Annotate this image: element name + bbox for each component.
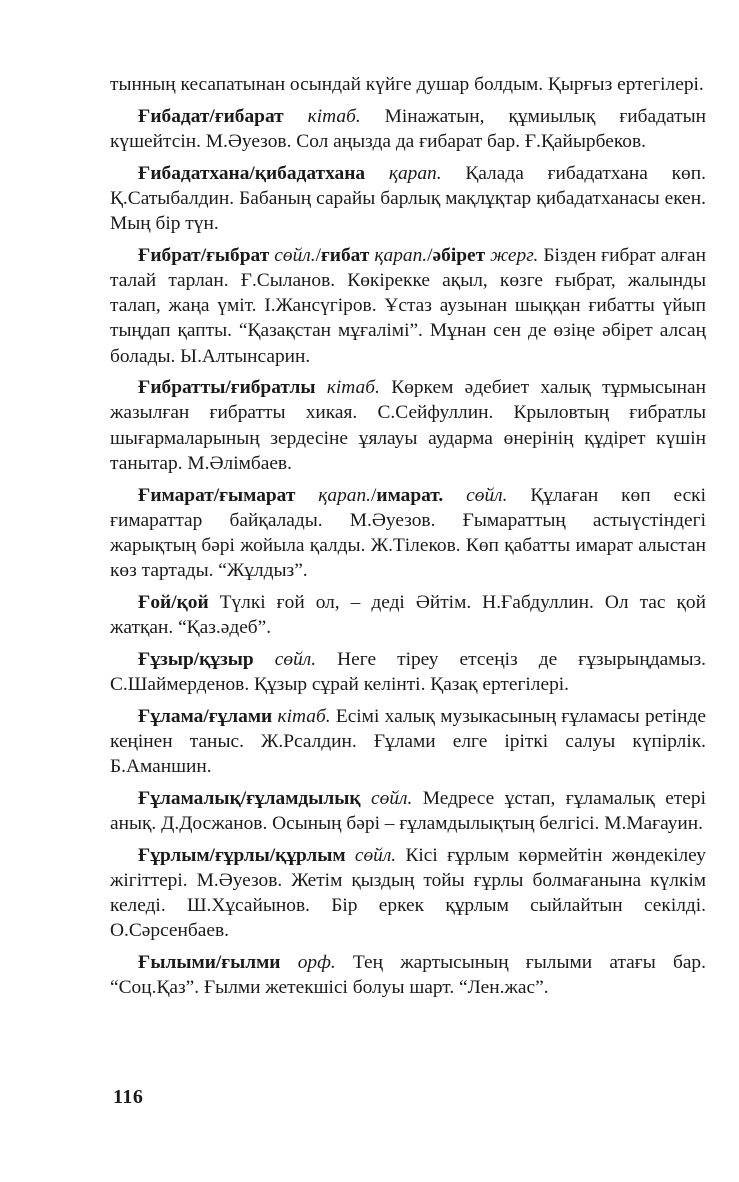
usage-label: жерг. bbox=[490, 244, 539, 266]
dictionary-entry bbox=[110, 375, 706, 476]
page-number: 116 bbox=[113, 1086, 144, 1108]
dictionary-entry bbox=[110, 647, 706, 697]
entry-headword: Ғибадатхана/қибадатхана bbox=[138, 162, 366, 184]
usage-label: қарап. bbox=[374, 244, 428, 266]
usage-label: кітаб. bbox=[326, 377, 380, 399]
dictionary-entry bbox=[110, 843, 706, 944]
entry-text: Неге тіреу етсеңіз де ғұзырыңдамыз. С.Шаймерденов. Құзыр сұрай келінті. Қазақ ертегілері. bbox=[110, 648, 706, 695]
entry-text: Тең жартысының ғылыми атағы бар. “Соц.Қаз”. Ғылми жетекшісі болуы шарт. “Лен.жас”. bbox=[110, 952, 706, 999]
entry-text: Есімі халық музыкасының ғұламасы ретінде кеңінен таныс. Ж.Рсалдин. Ғұлами елге іріткі салуы күпірлік. Б.Аманшин. bbox=[110, 705, 707, 778]
usage-label: қарап. bbox=[318, 484, 371, 506]
dictionary-entry bbox=[110, 104, 706, 154]
entry-text: Мінажатын, құмиылық ғибадатын күшейтсін. М.Әуезов. Сол аңызда да ғибарат бар. Ғ.Қайырбеков. bbox=[110, 105, 706, 152]
dictionary-entry bbox=[110, 590, 706, 640]
entry-text bbox=[315, 377, 326, 398]
usage-label: сөйл. bbox=[371, 787, 413, 809]
continued-entry bbox=[110, 72, 706, 97]
entry-headword: ғибат bbox=[320, 244, 370, 266]
dictionary-entry bbox=[110, 161, 706, 237]
entry-text bbox=[346, 845, 355, 866]
entry-text: / bbox=[371, 484, 377, 506]
entry-headword: Ғұзыр/құзыр bbox=[138, 648, 254, 670]
dictionary-entry bbox=[110, 950, 706, 1000]
entry-text: Көркем әдебиет халық тұрмысынан жазылған ғибратты хикая. С.Сейфуллин. Крыловтың ғибратлы шығармаларының зердесіне ұялауы аударма өнерінің құдірет күшін танытар. М.Әлімбаев. bbox=[110, 377, 706, 474]
usage-label: кітаб. bbox=[277, 705, 331, 727]
entry-headword: әбірет bbox=[432, 244, 486, 266]
entry-text: Бізден ғибрат алған талай тарлан. Ғ.Сыланов. Көкірекке ақыл, көзге ғыбрат, жалынды талап, жаңа үміт. І.Жансүгіров. Ұстаз аузынан шыққан ғибатты үйып тыңдап қапты. “Қазақстан мұғалімі”. Мұнан сен де өзіңе әбірет алсаң болады. Ы.Алтынсарин. bbox=[110, 244, 706, 367]
usage-label: сөйл. bbox=[466, 484, 508, 506]
entry-text bbox=[254, 649, 275, 670]
entry-text bbox=[361, 788, 371, 809]
entry-headword: Ғибратты/ғибратлы bbox=[138, 377, 316, 399]
dictionary-entry bbox=[110, 786, 706, 836]
entry-text: Құлаған көп ескі ғимараттар байқалады. М.Әуезов. Ғымараттың астыүстіндегі жарықтың бәрі жойыла қалды. Ж.Тілеков. Көп қабатты имарат алыстан көз тартады. “Жұлдыз”. bbox=[110, 484, 706, 582]
dictionary-page-text bbox=[110, 72, 706, 1007]
dictionary-entry bbox=[110, 243, 706, 369]
entry-headword: Ғұлама/ғұлами bbox=[138, 705, 273, 727]
entry-text bbox=[295, 485, 318, 506]
entry-headword: Ғимарат/ғымарат bbox=[138, 484, 296, 506]
entry-text: / bbox=[315, 244, 321, 266]
entry-text: Медресе ұстап, ғұламалық етері анық. Д.Досжанов. Осының бәрі – ғұламдылықтың белгісі. М.Мағауин. bbox=[110, 787, 706, 834]
entry-headword: имарат. bbox=[376, 484, 444, 506]
entry-headword: Ғой/қой bbox=[138, 591, 209, 613]
usage-label: сөйл. bbox=[274, 244, 316, 266]
entry-text bbox=[280, 952, 297, 973]
entry-headword: Ғұламалық/ғұламдылық bbox=[138, 787, 361, 809]
usage-label: кітаб. bbox=[307, 105, 361, 127]
entry-text: Түлкі ғой ол, – деді Әйтім. Н.Ғабдуллин. Ол тас қой жатқан. “Қаз.әдеб”. bbox=[110, 591, 706, 639]
entry-headword: Ғибрат/ғыбрат bbox=[138, 244, 270, 266]
usage-label: қарап. bbox=[388, 162, 442, 184]
entry-text: тынның кесапатынан осындай күйге душар болдым. Қырғыз ертегілері. bbox=[110, 74, 704, 95]
dictionary-entry bbox=[110, 704, 706, 780]
entry-text: / bbox=[427, 244, 433, 266]
usage-label: орф. bbox=[297, 952, 336, 973]
entry-headword: Ғибадат/ғибарат bbox=[138, 105, 284, 127]
entry-headword: Ғұрлым/ғұрлы/құрлым bbox=[138, 844, 346, 866]
entry-headword: Ғылыми/ғылми bbox=[138, 952, 281, 973]
usage-label: сөйл. bbox=[274, 648, 317, 670]
entry-text bbox=[365, 163, 389, 184]
dictionary-entry bbox=[110, 483, 706, 584]
entry-text bbox=[284, 106, 308, 127]
usage-label: сөйл. bbox=[354, 844, 397, 866]
entry-text: Кісі ғұрлым көрмейтін жөндекілеу жігіттері. М.Әуезов. Жетім қыздың тойы ғұрлы болмағанына күлкім келеді. Ш.Хұсайынов. Бір еркек құрлым сыйлайтын секілді. О.Сәрсенбаев. bbox=[110, 844, 706, 942]
entry-text: Қалада ғибадатхана көп. Қ.Сатыбалдин. Бабаның сарайы барлық мақлұқтар қибадатханасы екен. Мың бір түн. bbox=[110, 162, 706, 235]
entry-text bbox=[443, 485, 466, 506]
